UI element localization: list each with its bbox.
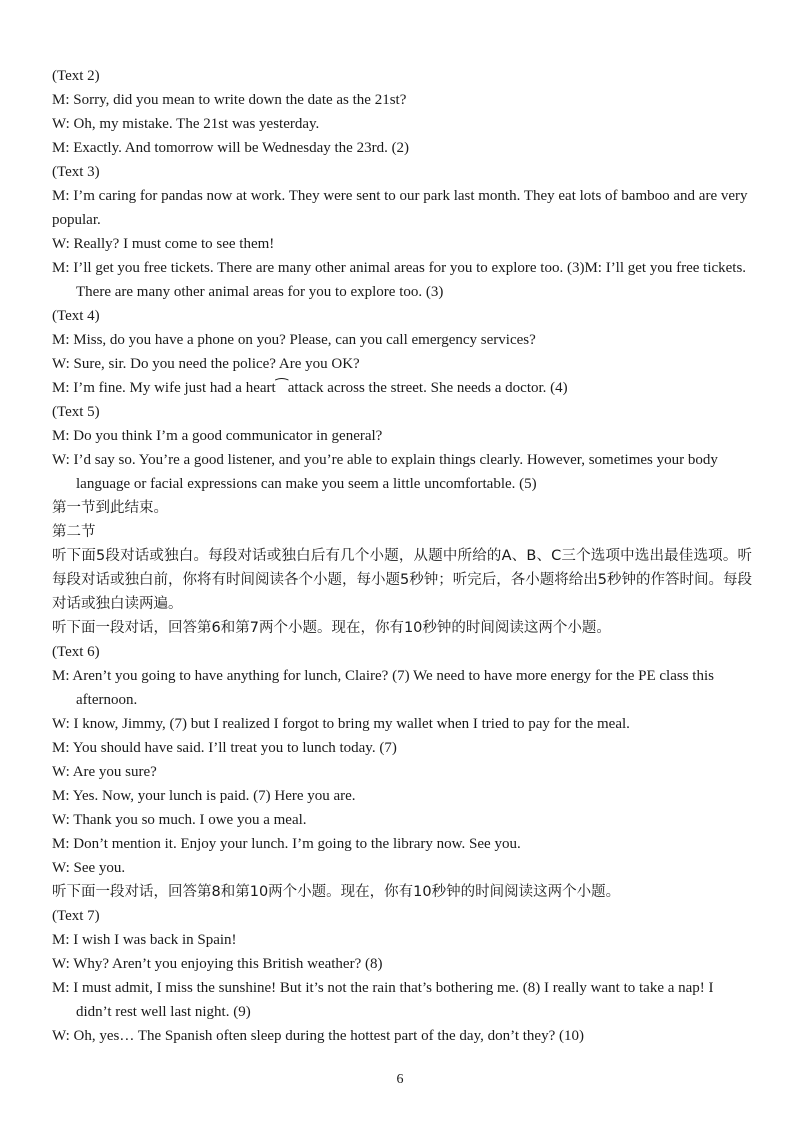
dialogue-line: M: I’m caring for pandas now at work. They were sent to our park last month. They eat lots of bamboo and are very popular. xyxy=(52,188,748,228)
section-end-note: 第一节到此结束。 xyxy=(52,500,168,516)
page-number: 6 xyxy=(396,1072,404,1087)
transcript-page xyxy=(52,64,752,1048)
dialogue-line: W: I’d say so. You’re a good listener, and you’re able to explain things clearly. However, sometimes your body language or facial expressions can make you seem a little uncomfortable. (5) xyxy=(52,452,718,492)
dialogue-line: W: Oh, my mistake. The 21st was yesterday. xyxy=(52,116,320,132)
dialogue-line: W: Are you sure? xyxy=(52,764,157,780)
dialogue-line: M: I wish I was back in Spain! xyxy=(52,932,237,948)
text-heading: (Text 5) xyxy=(52,404,100,420)
dialogue-line: W: Sure, sir. Do you need the police? Are you OK? xyxy=(52,356,360,372)
dialogue-line: M: Miss, do you have a phone on you? Please, can you call emergency services? xyxy=(52,332,536,348)
dialogue-line: M: Don’t mention it. Enjoy your lunch. I’m going to the library now. See you. xyxy=(52,836,521,852)
dialogue-line: M: Do you think I’m a good communicator in general? xyxy=(52,428,383,444)
text-heading: (Text 7) xyxy=(52,908,100,924)
dialogue-line: M: I’ll get you free tickets. There are many other animal areas for you to explore too. (3)M: I’ll get you free tickets. There are many other animal areas for you to explore too. (3) xyxy=(52,260,747,300)
dialogue-line: M: Exactly. And tomorrow will be Wednesday the 23rd. (2) xyxy=(52,140,410,156)
dialogue-line: W: Why? Aren’t you enjoying this British weather? (8) xyxy=(52,956,383,972)
text-heading: (Text 2) xyxy=(52,68,100,84)
section-heading: 第二节 xyxy=(52,524,96,540)
dialogue-line: M: Aren’t you going to have anything for lunch, Claire? (7) We need to have more energy for the PE class this afternoon. xyxy=(52,668,714,708)
dialogue-line: W: Thank you so much. I owe you a meal. xyxy=(52,812,307,828)
text-heading: (Text 3) xyxy=(52,164,100,180)
dialogue-line: M: Sorry, did you mean to write down the date as the 21st? xyxy=(52,92,407,108)
question-instructions: 听下面一段对话，回答第6和第7两个小题。现在，你有10秒钟的时间阅读这两个小题。 xyxy=(52,620,611,636)
dialogue-line: W: I know, Jimmy, (7) but I realized I forgot to bring my wallet when I tried to pay for the meal. xyxy=(52,716,630,732)
dialogue-line: W: Really? I must come to see them! xyxy=(52,236,275,252)
question-instructions: 听下面一段对话，回答第8和第10两个小题。现在，你有10秒钟的时间阅读这两个小题。 xyxy=(52,884,621,900)
section-instructions: 听下面5段对话或独白。每段对话或独白后有几个小题，从题中所给的A、B、C三个选项中选出最佳选项。听每段对话或独白前，你将有时间阅读各个小题，每小题5秒钟；听完后，各小题将给出5秒钟的作答时间。每段对话或独白读两遍。 xyxy=(52,548,752,612)
text-heading: (Text 4) xyxy=(52,308,100,324)
dialogue-line: W: See you. xyxy=(52,860,126,876)
dialogue-line: M: You should have said. I’ll treat you to lunch today. (7) xyxy=(52,740,397,756)
text-heading: (Text 6) xyxy=(52,644,100,660)
dialogue-line: W: Oh, yes… The Spanish often sleep during the hottest part of the day, don’t they? (10) xyxy=(52,1028,584,1044)
dialogue-line: M: Yes. Now, your lunch is paid. (7) Here you are. xyxy=(52,788,356,804)
dialogue-line: M: I’m fine. My wife just had a heart⁀attack across the street. She needs a doctor. (4) xyxy=(52,380,568,396)
dialogue-line: M: I must admit, I miss the sunshine! But it’s not the rain that’s bothering me. (8) I really want to take a nap! I didn’t rest well last night. (9) xyxy=(52,980,714,1020)
